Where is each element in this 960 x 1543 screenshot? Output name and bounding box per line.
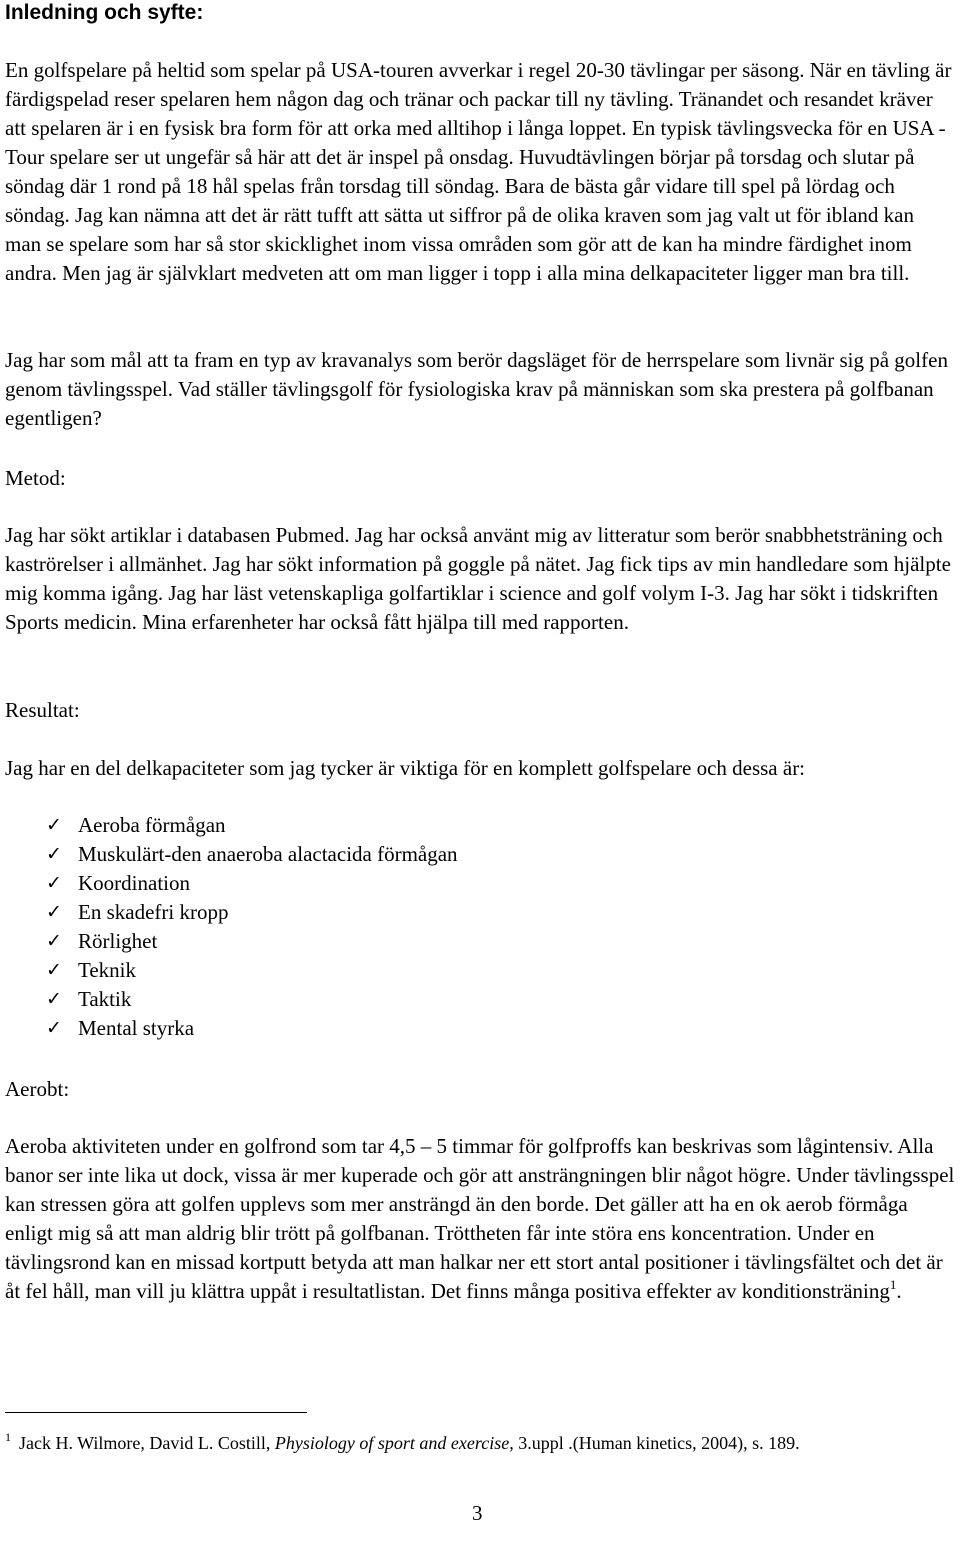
list-item — [46, 1014, 458, 1043]
list-item-label: Muskulärt-den anaeroba alactacida förmågan — [78, 842, 458, 866]
checkmark-icon: ✓ — [46, 872, 62, 894]
method-paragraph: Jag har sökt artiklar i databasen Pubmed. Jag har också använt mig av litteratur som berör snabbhetsträning och kaströrelser i allmänhet. Jag har sökt information på goggle på nätet. Jag fick tips av min handledare som hjälpte mig komma igång. Jag har läst vetenskapliga golfartiklar i science and golf volym I-3. Jag har sökt i tidskriften Sports medicin. Mina erfarenheter har också fått hjälpa till med rapporten. — [5, 523, 951, 634]
aerobic-paragraph-end: . — [896, 1279, 902, 1303]
footnote-reference[interactable]: 1 — [889, 1277, 897, 1292]
checkmark-icon: ✓ — [46, 930, 62, 952]
aerobic-heading: Aerobt: — [5, 1077, 70, 1101]
checkmark-icon: ✓ — [46, 901, 62, 923]
results-heading: Resultat: — [5, 698, 80, 722]
footnote-authors: Jack H. Wilmore, David L. Costill, — [19, 1433, 275, 1453]
list-item — [46, 956, 458, 985]
list-item-label: Koordination — [78, 871, 190, 895]
page-number: 3 — [472, 1501, 483, 1525]
list-item — [46, 811, 458, 840]
method-heading: Metod: — [5, 466, 66, 490]
list-item-label: Rörlighet — [78, 929, 158, 953]
list-item-label: Taktik — [78, 987, 132, 1011]
list-item-label: Aeroba förmågan — [78, 813, 226, 837]
results-paragraph: Jag har en del delkapaciteter som jag tycker är viktiga för en komplett golfspelare och dessa är: — [5, 756, 806, 780]
list-item-label: Teknik — [78, 958, 137, 982]
footnote-title: Physiology of sport and exercise, — [274, 1433, 514, 1453]
checkmark-icon: ✓ — [46, 1017, 62, 1039]
checkmark-icon: ✓ — [46, 959, 62, 981]
list-item — [46, 898, 458, 927]
footnote — [5, 1424, 800, 1456]
aerobic-paragraph-text: Aeroba aktiviteten under en golfrond som tar 4,5 – 5 timmar för golfproffs kan beskrivas som lågintensiv. Alla banor ser inte lika ut dock, vissa är mer kuperade och gör att ansträngningen blir något högre. Under tävlingsspel kan stressen göra att golfen upplevs som mer ansträngd än den borde. Det gäller att ha en ok aerob förmåga enligt mig så att man aldrig blir trött på golfbanan. Tröttheten får inte störa ens koncentration. Under en tävlingsrond kan en missad kortputt betyda att man halkar ner ett stort antal positioner i tävlingsfältet och det är åt fel håll, man vill ju klättra uppåt i resultatlistan. Det finns många positiva effekter av konditionsträning — [5, 1134, 955, 1303]
intro-paragraph-2: Jag har som mål att ta fram en typ av kravanalys som berör dagsläget för de herrspelare som livnär sig på golfen genom tävlingsspel. Vad ställer tävlingsgolf för fysiologiska krav på människan som ska prestera på golfbanan egentligen? — [5, 348, 948, 430]
list-item-label: Mental styrka — [78, 1016, 195, 1040]
intro-paragraph-1: En golfspelare på heltid som spelar på USA-touren avverkar i regel 20-30 tävlingar per säsong. När en tävling är färdigspelad reser spelaren hem någon dag och tränar och packar till ny tävling. Tränandet och resandet kräver att spelaren är i en fysisk bra form för att orka med alltihop i långa loppet. En typisk tävlingsvecka för en USA - Tour spelare ser ut ungefär så här att det är inspel på onsdag. Huvudtävlingen börjar på torsdag och slutar på söndag där 1 rond på 18 hål spelas från torsdag till söndag. Bara de bästa går vidare till spel på lördag och söndag. Jag kan nämna att det är rätt tufft att sätta ut siffror på de olika kraven som jag valt ut för ibland kan man se spelare som har så stor skicklighet inom vissa områden som gör att de kan ha mindre färdighet inom andra. Men jag är självklart medveten att om man ligger i topp i alla mina delkapaciteter ligger man bra till. — [5, 58, 952, 285]
footnote-separator — [5, 1412, 307, 1413]
aerobic-paragraph — [5, 1132, 955, 1306]
footnote-number: 1 — [5, 1430, 11, 1444]
checkmark-icon: ✓ — [46, 843, 62, 865]
capacity-checklist — [46, 811, 458, 1043]
checkmark-icon: ✓ — [46, 988, 62, 1010]
intro-heading: Inledning och syfte: — [5, 1, 204, 24]
list-item — [46, 840, 458, 869]
checkmark-icon: ✓ — [46, 814, 62, 836]
list-item-label: En skadefri kropp — [78, 900, 229, 924]
list-item — [46, 985, 458, 1014]
footnote-details: 3.uppl .(Human kinetics, 2004), s. 189. — [513, 1433, 800, 1453]
list-item — [46, 869, 458, 898]
list-item — [46, 927, 458, 956]
